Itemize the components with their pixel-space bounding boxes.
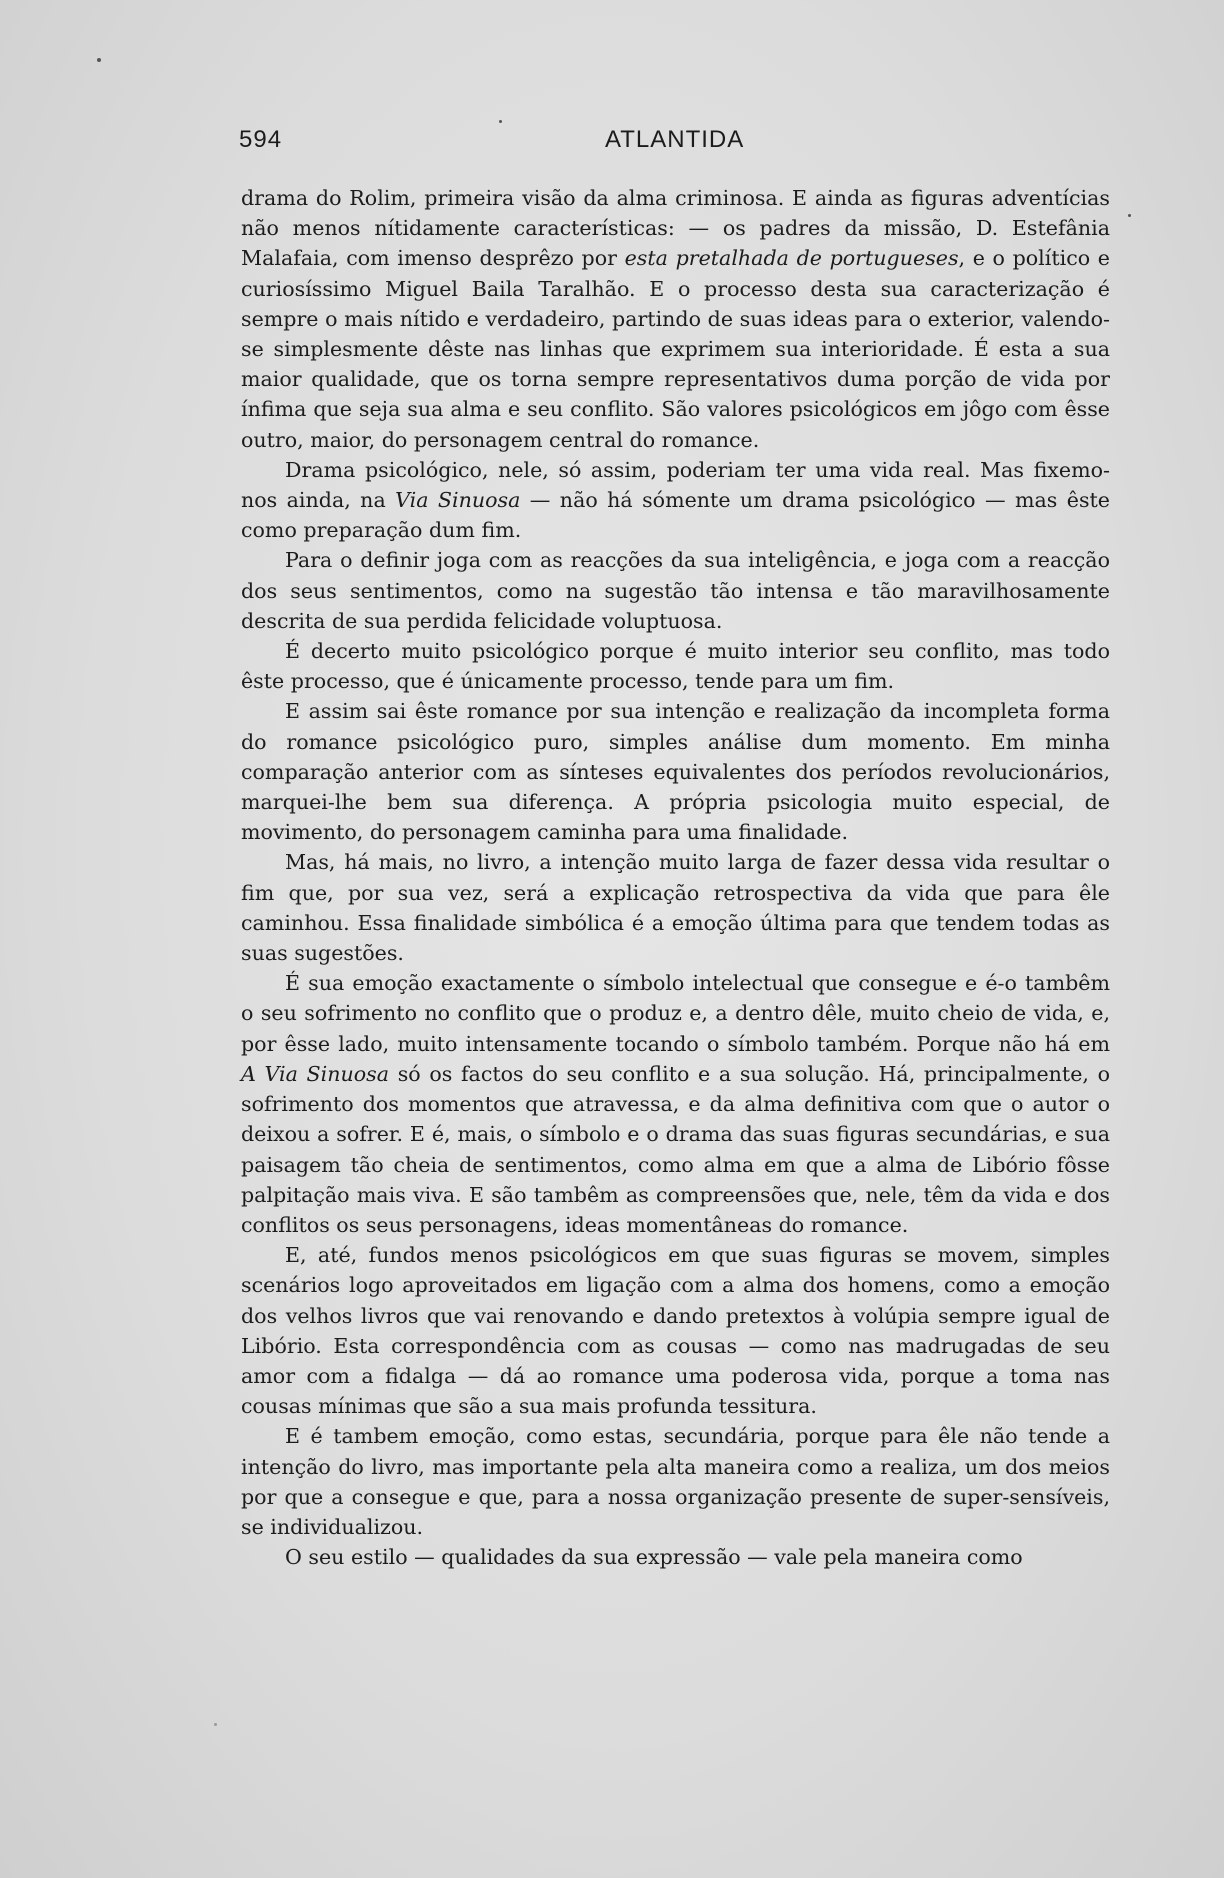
- paper-speck: [499, 120, 502, 123]
- paragraph: [241, 455, 1110, 546]
- text-run: Mas, há mais, no livro, a intenção muito larga de fazer dessa vida resultar o fim que, por sua vez, será a explicação retrospectiva da vida que para êle caminhou. Essa finalidade simbólica é a emoção última para que tendem todas as suas sugestões.: [241, 850, 1110, 966]
- text-run: É decerto muito psicológico porque é muito interior seu conflito, mas todo êste processo, que é únicamente processo, tende para um fim.: [241, 639, 1110, 694]
- text-run: E, até, fundos menos psicológicos em que suas figuras se movem, simples scenários logo aproveitados em ligação com a alma dos homens, como a emoção dos velhos livros que vai renovando e dando pretextos à volúpia sempre igual de Libório. Esta correspondência com as cousas — como nas madrugadas de seu amor com a fidalga — dá ao romance uma poderosa vida, porque a toma nas cousas mínimas que são a sua mais profunda tessitura.: [241, 1243, 1110, 1419]
- paragraph: [241, 847, 1110, 968]
- paragraph: [241, 545, 1110, 636]
- paragraph: [241, 968, 1110, 1240]
- paragraph: [241, 183, 1110, 455]
- text-run: E assim sai êste romance por sua intenção e realização da incompleta forma do romance psicológico puro, simples análise dum momento. Em minha comparação anterior com as sínteses equivalentes dos períodos revolucionários, marquei-lhe bem sua diferença. A própria psicologia muito especial, de movimento, do personagem caminha para uma finalidade.: [241, 699, 1110, 845]
- text-run: Para o definir joga com as reacções da sua inteligência, e joga com a reacção dos seus sentimentos, como na sugestão tão intensa e tão maravilhosamente descrita de sua perdida felicidade voluptuosa.: [241, 548, 1110, 633]
- page-number: 594: [239, 126, 283, 153]
- text-run: drama do Rolim, primeira visão da alma criminosa. E ainda as figuras adventícias não menos nítidamente características: — os padres da missão, D. Estefânia Malafaia, com imenso desprêzo por: [241, 186, 1110, 271]
- running-title: ATLANTIDA: [605, 126, 745, 153]
- italic-text-run: esta pretalhada de portugueses: [624, 246, 959, 271]
- text-run: , e o político e curiosíssimo Miguel Baila Taralhão. E o processo desta sua caracterização é sempre o mais nítido e verdadeiro, partindo de suas ideas para o exterior, valendo-se simplesmente dêste nas linhas que exprimem sua interioridade. É esta a sua maior qualidade, que os torna sempre representativos duma porção de vida por ínfima que seja sua alma e seu conflito. São valores psicológicos em jôgo com êsse outro, maior, do personagem central do romance.: [241, 246, 1110, 452]
- page-header: [239, 126, 1109, 162]
- text-run: — não há sómente um drama psicológico — mas êste como preparação dum fim.: [241, 488, 1110, 543]
- paragraph: [241, 1421, 1110, 1542]
- italic-text-run: Via Sinuosa: [395, 488, 521, 513]
- text-run: só os factos do seu conflito e a sua solução. Há, principalmente, o sofrimento dos momentos que atravessa, e da alma definitiva com que o autor o deixou a sofrer. E é, mais, o símbolo e o drama das suas figuras secundárias, e sua paisagem tão cheia de sentimentos, como alma em que a alma de Libório fôsse palpitação mais viva. E são tambêm as compreensões que, nele, têm da vida e dos conflitos os seus personagens, ideas momentâneas do romance.: [241, 1061, 1110, 1237]
- italic-text-run: A Via Sinuosa: [241, 1061, 390, 1086]
- paper-speck: [97, 58, 101, 62]
- paper-speck: [1128, 214, 1131, 217]
- text-run: E é tambem emoção, como estas, secundária, porque para êle não tende a intenção do livro, mas importante pela alta maneira como a realiza, um dos meios por que a consegue e que, para a nossa organização presente de super-sensíveis, se individualizou.: [241, 1424, 1110, 1539]
- paragraph: [241, 696, 1110, 847]
- text-run: Drama psicológico, nele, só assim, poderiam ter uma vida real. Mas fixemo-nos ainda, na: [241, 457, 1110, 513]
- text-run: É sua emoção exactamente o símbolo intelectual que consegue e é-o tambêm o seu sofrimento no conflito que o produz e, a dentro dêle, muito cheio de vida, e, por êsse lado, muito intensamente tocando o símbolo também. Porque não há em: [241, 971, 1110, 1056]
- paragraph: [241, 636, 1110, 696]
- text-run: O seu estilo — qualidades da sua expressão — vale pela maneira como: [285, 1545, 1023, 1570]
- paragraph: [241, 1542, 1110, 1572]
- paragraph: [241, 1240, 1110, 1421]
- paper-speck: [214, 1723, 217, 1726]
- body-text: [241, 183, 1110, 1572]
